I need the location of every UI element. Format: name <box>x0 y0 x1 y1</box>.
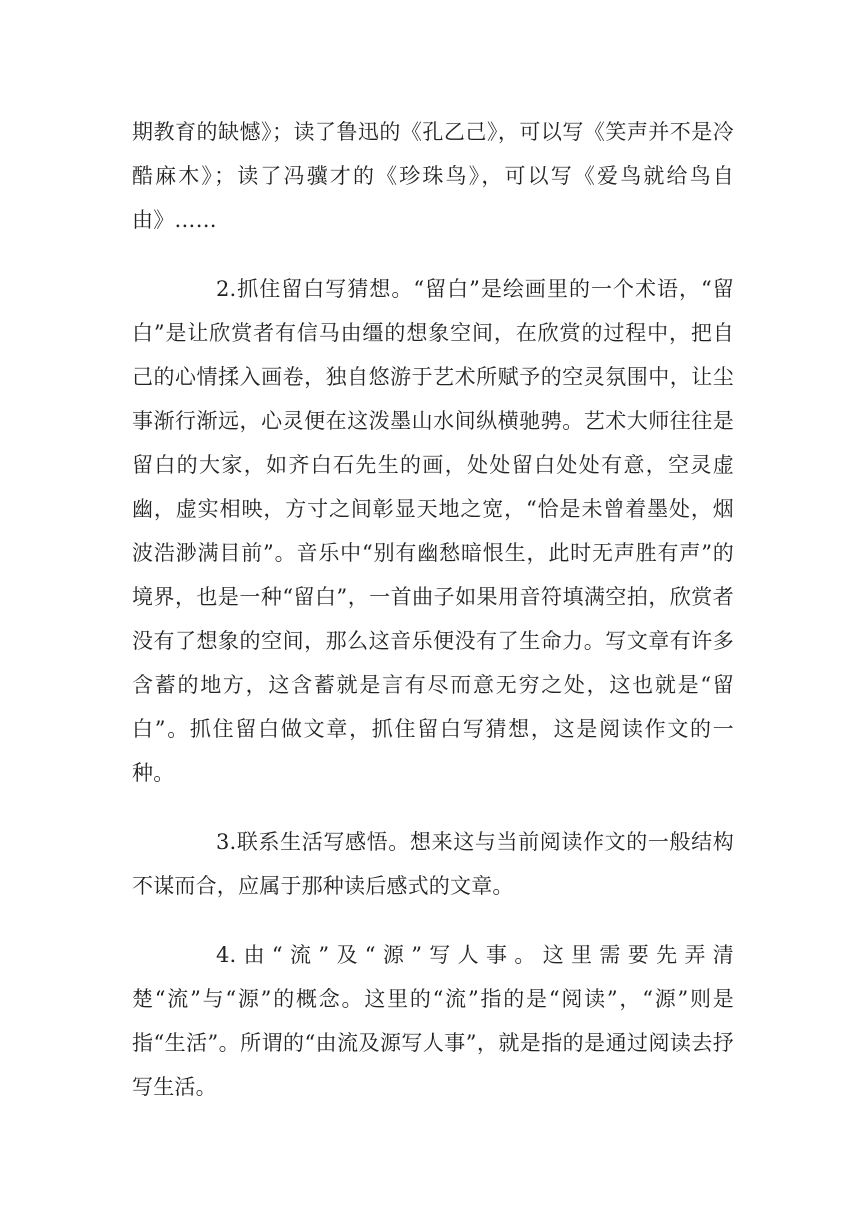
paragraph-continuation: 期教育的缺憾》；读了鲁迅的《孔乙己》，可以写《笑声并不是冷酷麻木》；读了冯骥才的《珍珠鸟》，可以写《爱鸟就给鸟自由》…… <box>132 120 734 232</box>
paragraph-point-3: 3.联系生活写感悟。想来这与当前阅读作文的一般结构不谋而合，应属于那种读后感式的文章。 <box>132 830 734 898</box>
paragraph-point-2: 2.抓住留白写猜想。“留白”是绘画里的一个术语，“留白”是让欣赏者有信马由缰的想象空间，在欣赏的过程中，把自己的心情揉入画卷，独自悠游于艺术所赋予的空灵氛围中，让尘事渐行渐远，心灵便在这泼墨山水间纵横驰骋。艺术大师往往是留白的大家，如齐白石先生的画，处处留白处处有意，空灵虚幽，虚实相映，方寸之间彰显天地之宽，“恰是未曾着墨处，烟波浩渺满目前”。音乐中“别有幽愁暗恨生，此时无声胜有声”的境界，也是一种“留白”，一首曲子如果用音符填满空拍，欣赏者没有了想象的空间，那么这音乐便没有了生命力。写文章有许多含蓄的地方，这含蓄就是言有尽而意无穷之处，这也就是“留白”。抓住留白做文章，抓住留白写猜想，这是阅读作文的一种。 <box>132 277 734 785</box>
document-body <box>132 110 734 1134</box>
paragraph-point-4: 4.由“流”及“源”写人事。这里需要先弄清楚“流”与“源”的概念。这里的“流”指的是“阅读”，“源”则是指“生活”。所谓的“由流及源写人事”，就是指的是通过阅读去抒写生活。 <box>132 943 734 1099</box>
